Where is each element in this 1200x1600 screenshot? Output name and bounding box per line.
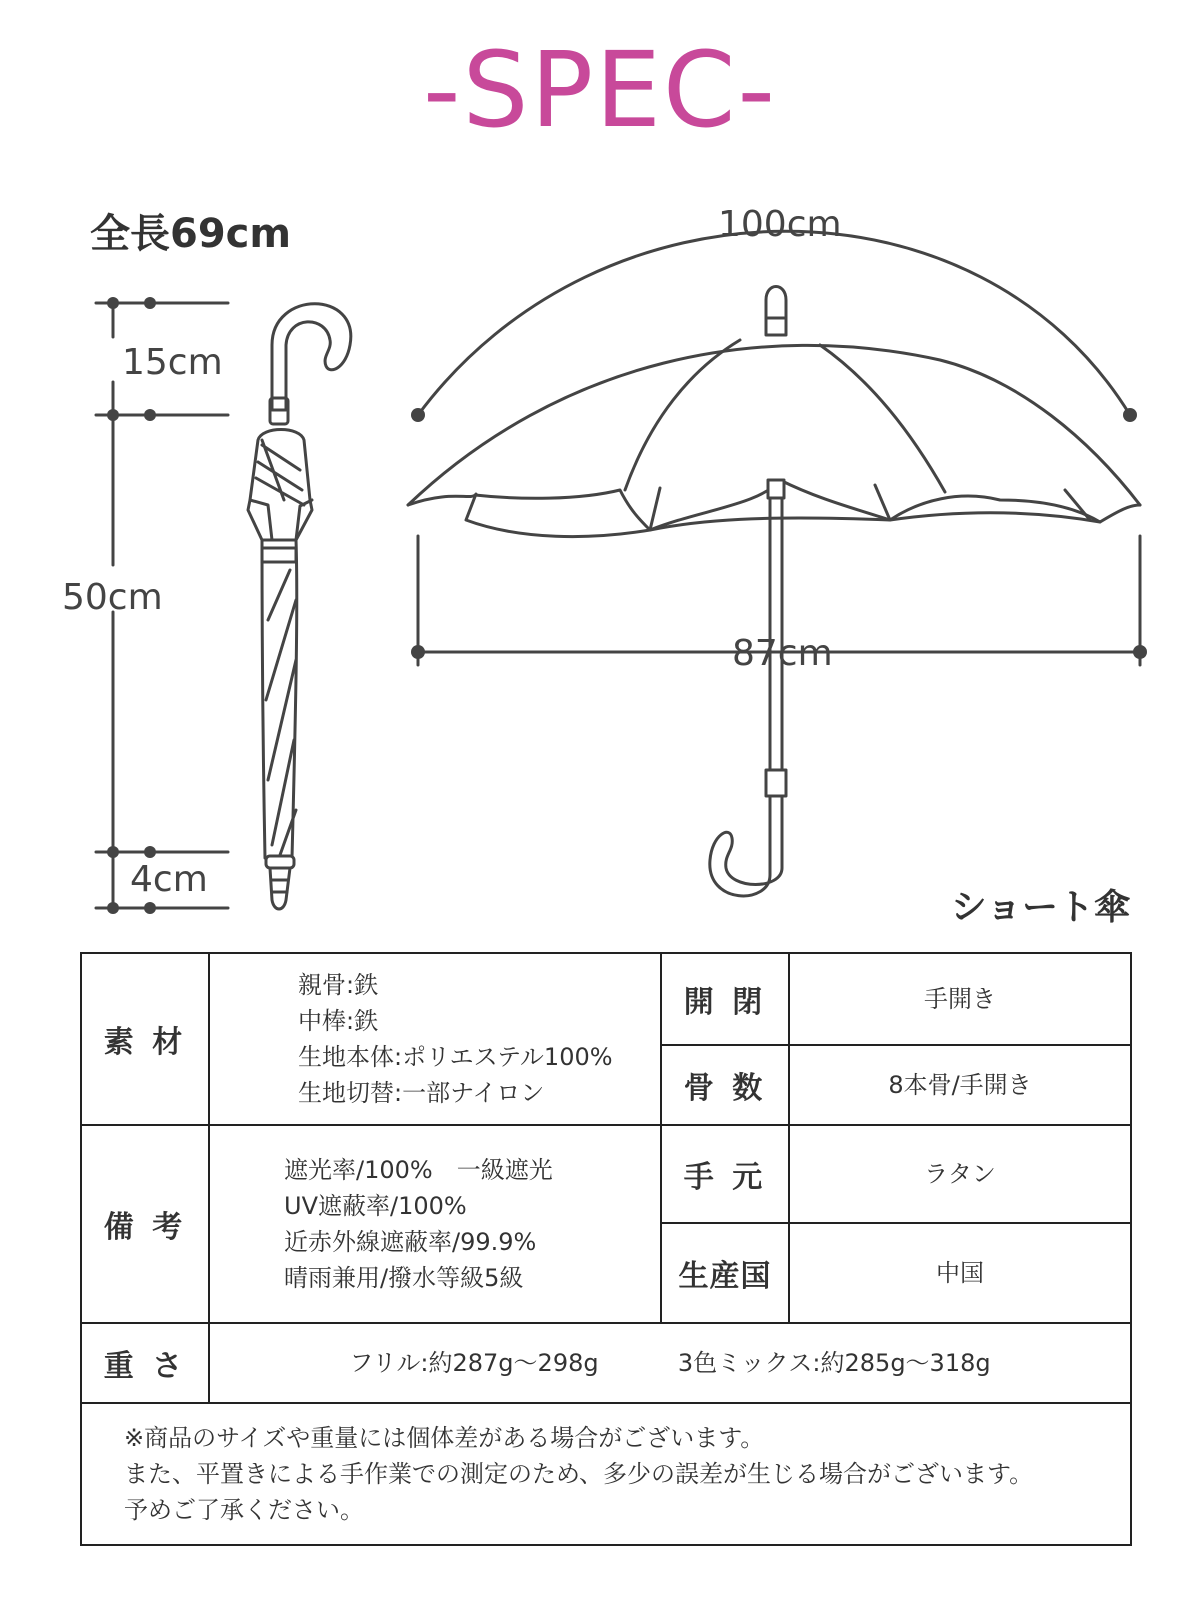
material-label: 素 材 xyxy=(81,953,209,1125)
weight-mix: 3色ミックス:約285g〜318g xyxy=(677,1349,991,1377)
open-umbrella-drawing xyxy=(408,231,1140,896)
spec-table xyxy=(80,952,1132,1546)
note-line: ※商品のサイズや重量には個体差がある場合がございます。 xyxy=(124,1424,765,1452)
open-close-label: 開 閉 xyxy=(661,953,789,1045)
notes xyxy=(81,1403,1131,1545)
closed-umbrella-drawing xyxy=(248,304,351,909)
origin-value: 中国 xyxy=(789,1223,1131,1323)
note-line: また、平置きによる手作業での測定のため、多少の誤差が生じる場合がございます。 xyxy=(124,1460,1034,1488)
umbrella-type-label: ショート傘 xyxy=(950,887,1130,928)
shaft-length-label: 50cm xyxy=(62,577,163,618)
weight-label: 重 さ xyxy=(81,1323,209,1403)
ribs-value: 8本骨/手開き xyxy=(789,1045,1131,1125)
remarks-line: 遮光率/100% 一級遮光 xyxy=(284,1156,553,1184)
remarks-line: 近赤外線遮蔽率/99.9% xyxy=(284,1228,537,1256)
material-line: 生地本体:ポリエステル100% xyxy=(298,1043,613,1071)
weight-value xyxy=(209,1323,1131,1403)
ribs-label: 骨 数 xyxy=(661,1045,789,1125)
origin-label: 生産国 xyxy=(661,1223,789,1323)
length-ruler xyxy=(96,303,228,908)
span-width-label: 87cm xyxy=(722,636,843,672)
handle-value: ラタン xyxy=(789,1125,1131,1223)
arc-length-label: 100cm xyxy=(718,204,842,245)
handle-label: 手 元 xyxy=(661,1125,789,1223)
page-title: -SPEC- xyxy=(422,29,778,151)
remarks-value xyxy=(209,1125,661,1323)
remarks-label: 備 考 xyxy=(81,1125,209,1323)
note-line: 予めご了承ください。 xyxy=(124,1496,364,1524)
remarks-line: UV遮蔽率/100% xyxy=(284,1192,467,1220)
remarks-line: 晴雨兼用/撥水等級5級 xyxy=(284,1264,524,1292)
weight-frill: フリル:約287g〜298g xyxy=(349,1349,599,1377)
open-close-value: 手開き xyxy=(789,953,1131,1045)
tip-length-label: 4cm xyxy=(130,859,208,900)
material-value xyxy=(209,953,661,1125)
material-line: 親骨:鉄 xyxy=(298,971,379,999)
total-length-label: 全長69cm xyxy=(90,211,292,257)
material-line: 生地切替:一部ナイロン xyxy=(298,1079,545,1107)
material-line: 中棒:鉄 xyxy=(298,1007,379,1035)
handle-length-label: 15cm xyxy=(122,342,223,383)
